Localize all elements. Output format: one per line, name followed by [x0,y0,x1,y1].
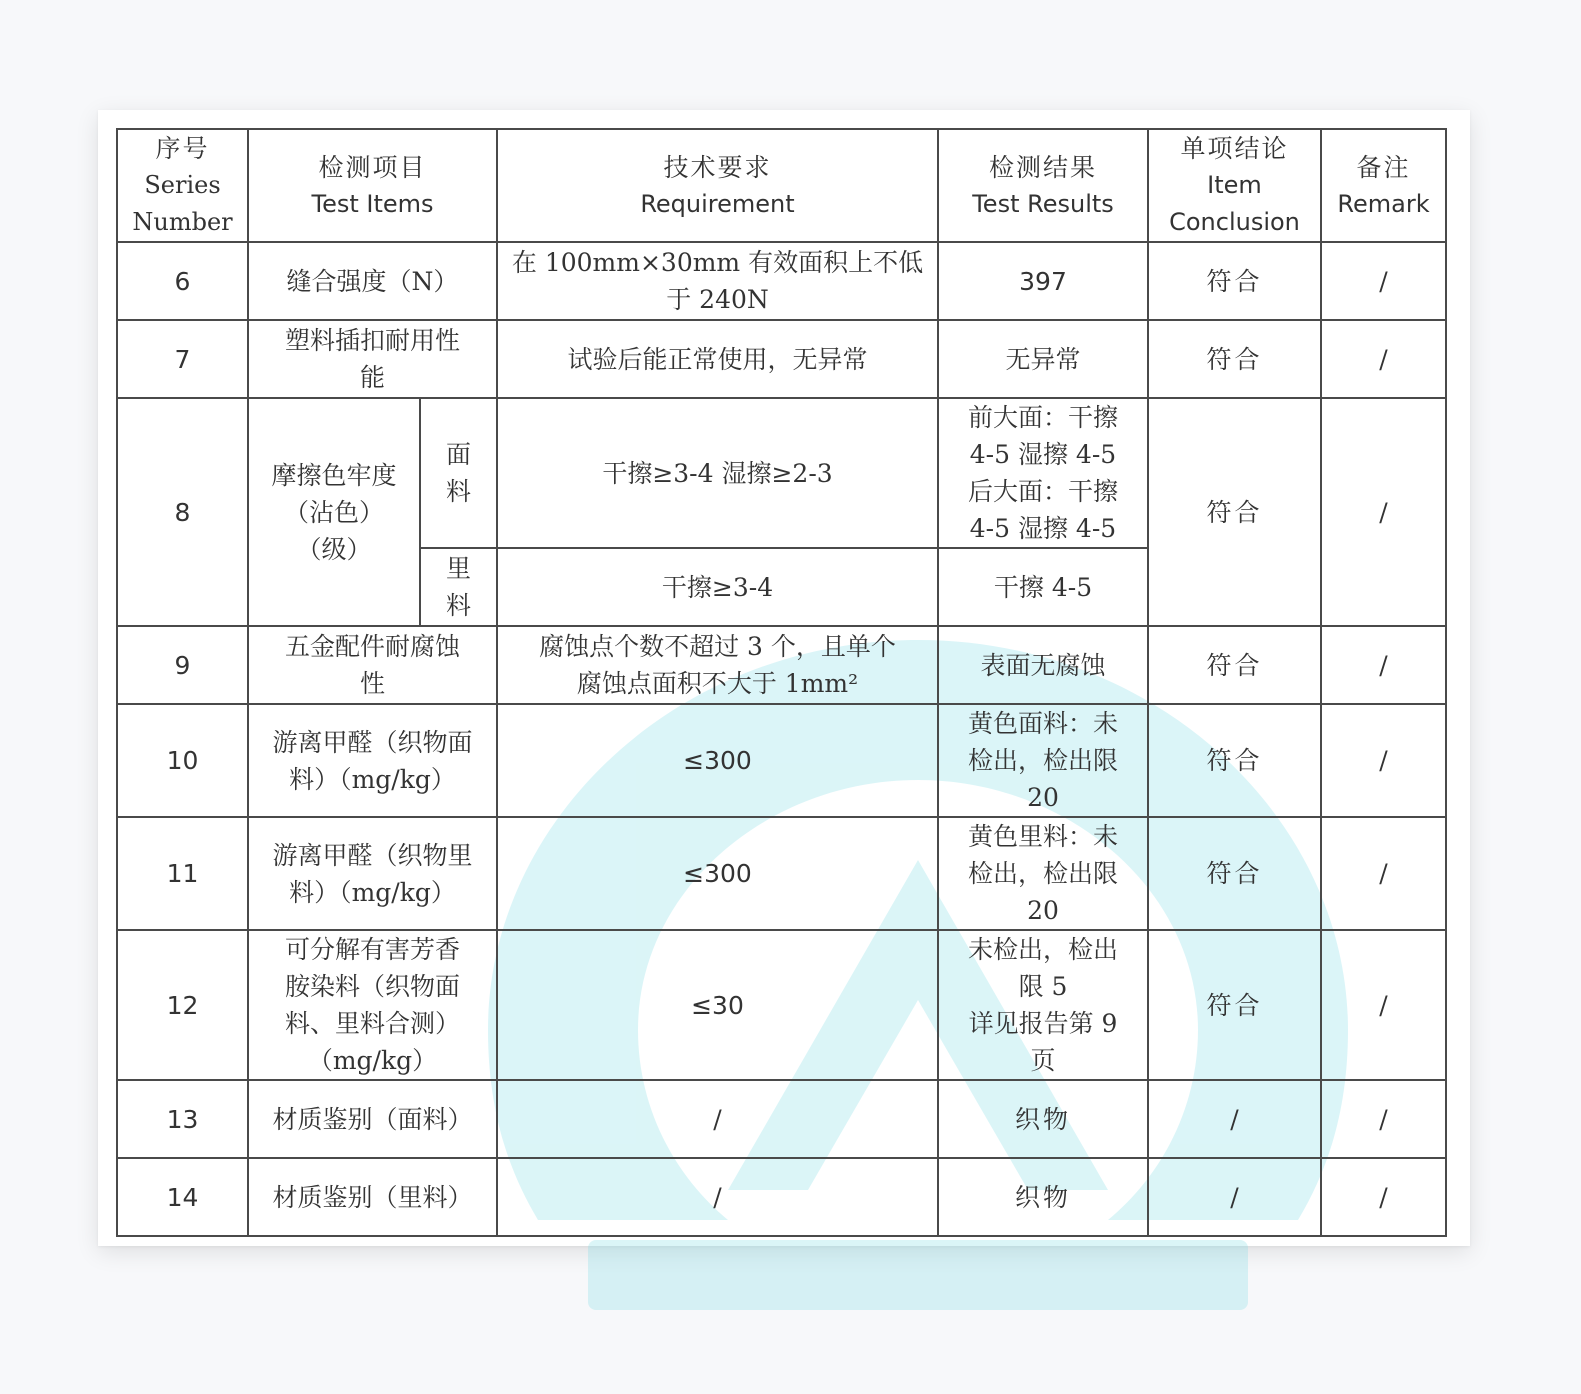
test-result: 黄色面料：未 检出，检出限 20 [938,704,1148,817]
test-result: 干擦 4-5 [938,548,1148,626]
table-row [117,626,1446,704]
test-item: 材质鉴别（里料） [248,1158,497,1236]
fabric-part-lining: 里 料 [420,548,497,626]
item-conclusion: / [1148,1080,1321,1158]
item-conclusion: 符合 [1148,242,1321,320]
remark: / [1321,626,1446,704]
test-item: 材质鉴别（面料） [248,1080,497,1158]
requirement: / [497,1080,938,1158]
requirement: ≤30 [497,930,938,1080]
header-test-results: 检测结果 Test Results [938,129,1148,242]
row-number: 9 [117,626,248,704]
test-results-table [116,128,1447,1237]
requirement: 试验后能正常使用，无异常 [497,320,938,398]
test-result: 无异常 [938,320,1148,398]
test-result: 织物 [938,1158,1148,1236]
table-row [117,817,1446,930]
header-requirement: 技术要求 Requirement [497,129,938,242]
remark: / [1321,398,1446,626]
header-test-items: 检测项目 Test Items [248,129,497,242]
test-result: 397 [938,242,1148,320]
table-header-row [117,129,1446,242]
row-number: 6 [117,242,248,320]
row-number: 7 [117,320,248,398]
test-item: 可分解有害芳香 胺染料（织物面 料、里料合测） （mg/kg） [248,930,497,1080]
remark: / [1321,817,1446,930]
item-conclusion: 符合 [1148,320,1321,398]
table-row [117,1158,1446,1236]
item-conclusion: 符合 [1148,817,1321,930]
item-conclusion: 符合 [1148,704,1321,817]
remark: / [1321,1158,1446,1236]
test-result: 黄色里料：未 检出，检出限 20 [938,817,1148,930]
table-row [117,398,1446,548]
requirement: 干擦≥3-4 [497,548,938,626]
requirement: 腐蚀点个数不超过 3 个，且单个 腐蚀点面积不大于 1mm² [497,626,938,704]
row-number: 13 [117,1080,248,1158]
item-conclusion: / [1148,1158,1321,1236]
table-row [117,930,1446,1080]
test-result: 前大面：干擦 4-5 湿擦 4-5 后大面：干擦 4-5 湿擦 4-5 [938,398,1148,548]
report-page [98,110,1470,1246]
test-item: 摩擦色牢度 （沾色） （级） [248,398,420,626]
header-series-number: 序号 Series Number [117,129,248,242]
row-number: 12 [117,930,248,1080]
table-row [117,242,1446,320]
test-result: 织物 [938,1080,1148,1158]
table-row [117,1080,1446,1158]
test-item: 五金配件耐腐蚀 性 [248,626,497,704]
header-item-conclusion: 单项结论 Item Conclusion [1148,129,1321,242]
table-row [117,320,1446,398]
requirement: ≤300 [497,817,938,930]
remark: / [1321,242,1446,320]
test-item: 塑料插扣耐用性 能 [248,320,497,398]
row-number: 14 [117,1158,248,1236]
test-item: 游离甲醛（织物面 料）（mg/kg） [248,704,497,817]
row-number: 8 [117,398,248,626]
remark: / [1321,320,1446,398]
fabric-part-face: 面 料 [420,398,497,548]
requirement: 干擦≥3-4 湿擦≥2-3 [497,398,938,548]
requirement: / [497,1158,938,1236]
test-result: 未检出，检出 限 5 详见报告第 9 页 [938,930,1148,1080]
item-conclusion: 符合 [1148,398,1321,626]
test-item: 游离甲醛（织物里 料）（mg/kg） [248,817,497,930]
row-number: 11 [117,817,248,930]
remark: / [1321,1080,1446,1158]
test-item: 缝合强度（N） [248,242,497,320]
requirement: 在 100mm×30mm 有效面积上不低 于 240N [497,242,938,320]
header-remark: 备注 Remark [1321,129,1446,242]
row-number: 10 [117,704,248,817]
remark: / [1321,930,1446,1080]
table-row [117,704,1446,817]
item-conclusion: 符合 [1148,626,1321,704]
item-conclusion: 符合 [1148,930,1321,1080]
requirement: ≤300 [497,704,938,817]
test-result: 表面无腐蚀 [938,626,1148,704]
remark: / [1321,704,1446,817]
